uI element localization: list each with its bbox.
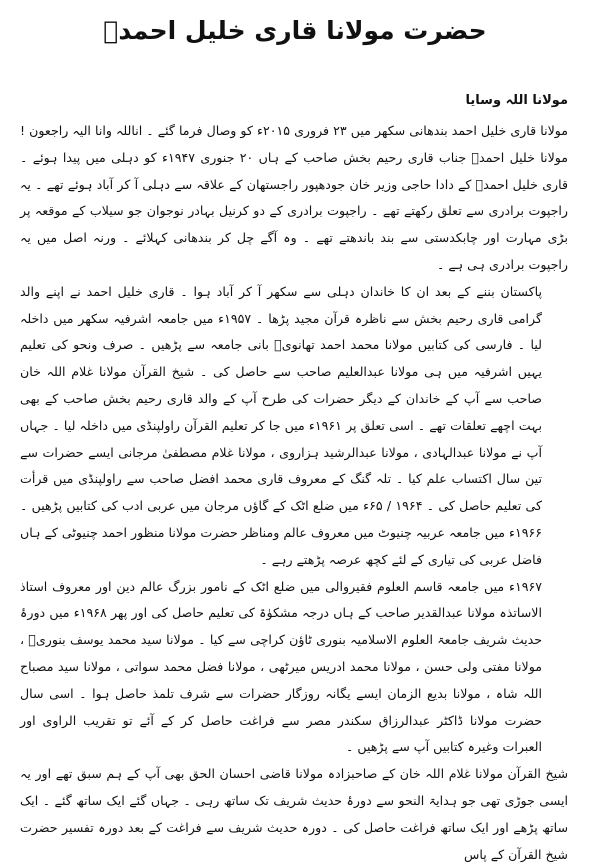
article-body bbox=[20, 118, 569, 862]
article-author: مولانا اللہ وسایا bbox=[465, 93, 568, 108]
body-paragraph: پاکستان بننے کے بعد ان کا خاندان دہلی سے سکھر آ کر آباد ہوا ۔ قاری خلیل احمد نے اپنے والد گرامی قاری رحیم بخش سے ناظرہ قرآن مجید پڑھا ۔ ۱۹۵۷ء میں جامعہ اشرفیہ سکھر میں داخلہ لیا ۔ فارسی کی کتابیں مولانا محمد احمد تھانویؒ بانی جامعہ سے پڑھیں ۔ صرف ونحو کی تعلیم یہیں اشرفیہ میں ہی مولانا عبدالعلیم صاحب سے حاصل کی ۔ شیخ القرآن مولانا غلام اللہ خان صاحب سے آپ کے خاندان کے دیگر حضرات کی طرح آپ کے والد قاری رحیم بخش صاحب کے بھی بہت اچھے تعلقات تھے ۔ اسی تعلق پر ۱۹۶۱ء میں جا کر تعلیم القرآن راولپنڈی میں داخلہ لیا ۔ جہاں آپ نے مولانا عبدالہادی ، مولانا عبدالرشید ہزاروی ، مولانا غلام مصطفیٰ مرجانی ایسے حضرات سے تین سال اکتساب علم کیا ۔ تلہ گنگ کے معروف قاری محمد افضل صاحب سے راولپنڈی میں قرأت کی تعلیم حاصل کی ۔ ۱۹۶۴ / ۶۵ء میں ضلع اٹک کے گاؤں مرجان میں عربی ادب کی کتابیں پڑھیں ۔ ۱۹۶۶ء میں جامعہ عربیہ چنیوٹ میں معروف عالم ومناظر حضرت مولانا منظور احمد چنیوٹی کے ہاں فاضل عربی کی تیاری کے لئے کچھ عرصہ پڑھتے رہے ۔ bbox=[20, 283, 543, 567]
body-paragraph: مولانا قاری خلیل احمد بندھانی سکھر میں ۲۳ فروری ۲۰۱۵ء کو وصال فرما گئے ۔ اناللہ وانا الیہ راجعون ! مولانا خلیل احمدؒ جناب قاری رحیم بخش صاحب کے ہاں ۲۰ جنوری ۱۹۴۷ء کو دہلی میں پیدا ہوئے ۔ قاری خلیل احمدؒ کے دادا حاجی وزیر خان جودھپور راجستھان کے علاقہ سے دہلی آ کر آباد ہوئے تھے ۔ یہ راجپوت برادری سے تعلق رکھتے تھے ۔ راجپوت برادری کے دو کرنیل بہادر نوجوان جو سیلاب کے موقعہ پر بڑی مہارت اور چابکدستی سے بند باندھتے تھے ۔ وہ آگے چل کر بندھانی کہلائے ۔ ورنہ اصل میں یہ راجپوت برادری ہی ہے ۔ bbox=[20, 123, 569, 272]
body-paragraph: ۱۹۶۷ء میں جامعہ قاسم العلوم فقیروالی میں ضلع اٹک کے نامور بزرگ عالم دین اور معروف استاذ الاساتذہ مولانا عبدالقدیر صاحب کے ہاں درجہ مشکوٰۃ کی تعلیم حاصل کی اور پھر ۱۹۶۸ء میں دورۂ حدیث شریف جامعۃ العلوم الاسلامیہ بنوری ٹاؤن کراچی سے کیا ۔ مولانا سید محمد یوسف بنوریؒ ، مولانا مفتی ولی حسن ، مولانا محمد ادریس میرٹھی ، مولانا فضل محمد سواتی ، مولانا سید مصباح اللہ شاہ ، مولانا بدیع الزمان ایسے یگانہ روزگار حضرات سے شرف تلمذ حاصل ہوا ۔ اسی سال حضرت مولانا ڈاکٹر عبدالرزاق سکندر مصر سے فراغت حاصل کر کے آئے تو تقریب الراوی اور العبرات وغیرہ کتابیں آپ سے پڑھیں ۔ bbox=[20, 578, 542, 755]
body-paragraph: شیخ القرآن مولانا غلام اللہ خان کے صاحبزادہ مولانا قاضی احسان الحق بھی آپ کے ہم سبق تھے اور یہ ایسی جوڑی تھی جو ہدایۃ النحو سے دورۂ حدیث شریف تک ساتھ رہی ۔ جہاں گئے ایک ساتھ گئے ۔ ایک ساتھ پڑھے اور ایک ساتھ فراغت حاصل کی ۔ دورہ حدیث شریف سے فراغت کے بعد دورہ تفسیر حضرت شیخ القرآن کے پاس bbox=[20, 766, 568, 862]
article-title: حضرت مولانا قاری خلیل احمدؒ bbox=[103, 16, 487, 45]
